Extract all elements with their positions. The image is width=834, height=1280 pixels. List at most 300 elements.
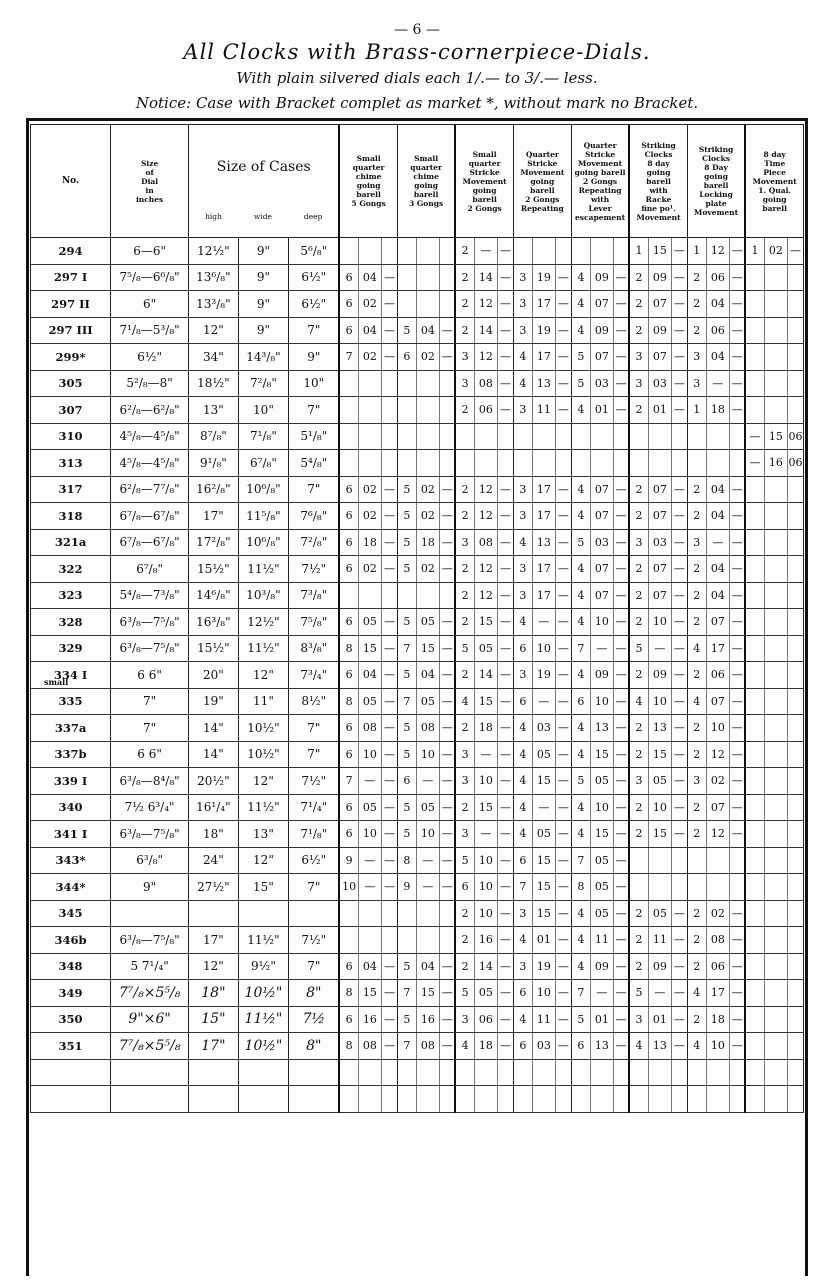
- blank-cell: [358, 1086, 381, 1113]
- dial-cell: 7⁷/₈×5⁵/₈: [111, 980, 189, 1007]
- price-7-cell: 2: [687, 741, 706, 768]
- wide-cell: 11½": [238, 927, 289, 954]
- price-6-cell: —: [671, 238, 687, 265]
- price-2-cell: 7: [397, 688, 416, 715]
- blank-cell: [556, 1086, 572, 1113]
- table-row: [31, 423, 804, 450]
- wide-cell: 12": [238, 662, 289, 689]
- price-5-cell: 5: [571, 1006, 590, 1033]
- price-1-cell: —: [382, 291, 398, 318]
- wide-cell: [238, 900, 289, 927]
- price-5-cell: 4: [571, 317, 590, 344]
- price-8-cell: [787, 715, 803, 742]
- table-row: [31, 370, 804, 397]
- price-4-cell: 19: [532, 662, 555, 689]
- price-2-cell: 7: [397, 635, 416, 662]
- header-col5-line: going barell: [574, 167, 626, 177]
- price-1-cell: [358, 370, 381, 397]
- price-8-cell: [745, 370, 764, 397]
- price-6-cell: 09: [648, 953, 671, 980]
- price-7-cell: 06: [706, 662, 729, 689]
- high-cell: 24": [189, 847, 239, 874]
- price-8-cell: [787, 953, 803, 980]
- high-cell: [189, 900, 239, 927]
- price-2-cell: 5: [397, 556, 416, 583]
- header-col5-line: Stricke: [584, 149, 616, 159]
- price-6-cell: 2: [629, 503, 648, 530]
- wide-cell: 10⁶/₈": [238, 529, 289, 556]
- price-6-cell: 15: [648, 238, 671, 265]
- price-5-cell: 03: [590, 370, 613, 397]
- subtitle: With plain silvered dials each 1/.— to 3/.— less.: [236, 69, 598, 87]
- header-col6-line: with: [649, 185, 668, 195]
- price-2-cell: —: [440, 344, 456, 371]
- price-1-cell: [358, 238, 381, 265]
- table-row: [31, 450, 804, 477]
- price-8-cell: [787, 1033, 803, 1060]
- price-5-cell: 5: [571, 344, 590, 371]
- price-7-cell: —: [729, 370, 745, 397]
- wide-cell: 10½": [238, 1033, 289, 1060]
- price-6-cell: [648, 450, 671, 477]
- price-4-cell: 4: [513, 1006, 532, 1033]
- price-1-cell: —: [358, 874, 381, 901]
- price-6-cell: 3: [629, 768, 648, 795]
- price-1-cell: [339, 450, 358, 477]
- deep-cell: 7": [289, 715, 340, 742]
- price-4-cell: —: [556, 317, 572, 344]
- wide-cell: 10³/₈": [238, 582, 289, 609]
- price-7-cell: [706, 874, 729, 901]
- price-4-cell: 3: [513, 264, 532, 291]
- dial-cell: 6³/₈—7⁵/₈": [111, 635, 189, 662]
- price-4-cell: 4: [513, 715, 532, 742]
- price-2-cell: 16: [416, 1006, 439, 1033]
- blank-cell: [671, 1086, 687, 1113]
- price-4-cell: 15: [532, 847, 555, 874]
- price-7-cell: 10: [706, 715, 729, 742]
- high-cell: 16³/₈": [189, 609, 239, 636]
- price-1-cell: [382, 450, 398, 477]
- price-5-cell: —: [613, 741, 629, 768]
- price-2-cell: [440, 423, 456, 450]
- table-row: [31, 662, 804, 689]
- blank-cell: [31, 1086, 111, 1113]
- deep-cell: 6½": [289, 264, 340, 291]
- price-2-cell: [416, 264, 439, 291]
- price-8-cell: [745, 847, 764, 874]
- deep-cell: 9": [289, 344, 340, 371]
- price-3-cell: —: [498, 662, 514, 689]
- price-6-cell: 03: [648, 370, 671, 397]
- price-4-cell: 05: [532, 741, 555, 768]
- header-col6-line: Clocks: [644, 149, 673, 159]
- price-7-cell: 10: [706, 1033, 729, 1060]
- price-2-cell: 05: [416, 688, 439, 715]
- price-7-cell: [729, 423, 745, 450]
- price-1-cell: 6: [339, 529, 358, 556]
- price-4-cell: 3: [513, 291, 532, 318]
- price-4-cell: 4: [513, 741, 532, 768]
- no-cell: 318: [31, 503, 111, 530]
- header-col8-line: 1. Qual.: [758, 185, 792, 195]
- price-1-cell: 02: [358, 503, 381, 530]
- price-6-cell: 2: [629, 794, 648, 821]
- price-4-cell: —: [556, 556, 572, 583]
- blank-cell: [729, 1086, 745, 1113]
- price-4-cell: 4: [513, 927, 532, 954]
- deep-cell: 7½": [289, 768, 340, 795]
- blank-cell: [532, 1086, 555, 1113]
- price-1-cell: 7: [339, 344, 358, 371]
- high-cell: 14": [189, 741, 239, 768]
- no-cell: 299*: [31, 344, 111, 371]
- price-6-cell: 2: [629, 317, 648, 344]
- table-row: [31, 317, 804, 344]
- price-3-cell: 15: [474, 609, 497, 636]
- price-6-cell: [629, 847, 648, 874]
- deep-cell: 8³/₈": [289, 635, 340, 662]
- price-2-cell: [397, 927, 416, 954]
- price-7-cell: 2: [687, 953, 706, 980]
- price-4-cell: —: [556, 1006, 572, 1033]
- price-3-cell: —: [498, 900, 514, 927]
- blank-cell: [498, 1059, 514, 1086]
- small-label: small: [44, 677, 69, 687]
- price-1-cell: [339, 238, 358, 265]
- price-4-cell: 3: [513, 503, 532, 530]
- price-5-cell: —: [613, 980, 629, 1007]
- page-title: All Clocks with Brass-cornerpiece-Dials.: [183, 40, 651, 64]
- price-4-cell: 4: [513, 609, 532, 636]
- price-3-cell: 2: [455, 927, 474, 954]
- price-3-cell: —: [498, 556, 514, 583]
- price-4-cell: —: [556, 874, 572, 901]
- price-8-cell: [745, 476, 764, 503]
- header-col2-line: chime: [413, 172, 439, 181]
- no-cell: 340: [31, 794, 111, 821]
- wide-cell: 11½": [238, 1006, 289, 1033]
- price-3-cell: 2: [455, 476, 474, 503]
- blank-cell: [238, 1086, 289, 1113]
- price-8-cell: [745, 953, 764, 980]
- price-3-cell: 2: [455, 503, 474, 530]
- header-col2: [397, 125, 455, 238]
- dial-cell: 6⁷/₈": [111, 556, 189, 583]
- blank-cell: [289, 1086, 340, 1113]
- price-2-cell: —: [440, 556, 456, 583]
- header-col3-line: 2 Gongs: [467, 203, 502, 213]
- price-5-cell: 05: [590, 847, 613, 874]
- price-5-cell: 7: [571, 980, 590, 1007]
- price-8-cell: [787, 980, 803, 1007]
- price-5-cell: 05: [590, 768, 613, 795]
- price-7-cell: —: [729, 688, 745, 715]
- price-5-cell: 09: [590, 264, 613, 291]
- price-7-cell: —: [729, 503, 745, 530]
- price-3-cell: 18: [474, 1033, 497, 1060]
- price-5-cell: —: [613, 317, 629, 344]
- price-6-cell: 10: [648, 688, 671, 715]
- price-2-cell: —: [440, 609, 456, 636]
- price-7-cell: —: [729, 397, 745, 424]
- high-cell: 20½": [189, 768, 239, 795]
- deep-cell: 6½": [289, 847, 340, 874]
- header-row: [31, 125, 804, 238]
- blank-cell: [764, 1086, 787, 1113]
- price-1-cell: —: [382, 821, 398, 848]
- price-1-cell: 10: [339, 874, 358, 901]
- price-8-cell: [745, 264, 764, 291]
- no-cell: 349: [31, 980, 111, 1007]
- blank-cell: [31, 1059, 111, 1086]
- high-cell: 15": [189, 1006, 239, 1033]
- price-8-cell: 02: [764, 238, 787, 265]
- price-8-cell: [745, 741, 764, 768]
- header-wide: wide: [253, 212, 272, 221]
- price-6-cell: 05: [648, 768, 671, 795]
- price-2-cell: —: [416, 847, 439, 874]
- price-8-cell: [764, 874, 787, 901]
- price-4-cell: [532, 238, 555, 265]
- dial-cell: 9"×6": [111, 1006, 189, 1033]
- price-5-cell: [590, 238, 613, 265]
- price-8-cell: [764, 900, 787, 927]
- price-3-cell: —: [498, 1033, 514, 1060]
- header-dial-l1: Size: [140, 158, 159, 168]
- price-1-cell: —: [358, 768, 381, 795]
- price-2-cell: [416, 582, 439, 609]
- price-4-cell: 3: [513, 397, 532, 424]
- price-8-cell: [745, 291, 764, 318]
- no-cell: 350: [31, 1006, 111, 1033]
- table-row: [31, 900, 804, 927]
- header-col4-line: going: [530, 176, 555, 186]
- deep-cell: 5¹/₈": [289, 423, 340, 450]
- high-cell: 19": [189, 688, 239, 715]
- price-2-cell: —: [440, 741, 456, 768]
- price-7-cell: [729, 450, 745, 477]
- header-col7-line: barell: [703, 181, 729, 190]
- price-6-cell: 5: [629, 635, 648, 662]
- price-2-cell: [416, 900, 439, 927]
- header-col2-line: 3 Gongs: [409, 199, 444, 208]
- price-1-cell: —: [382, 847, 398, 874]
- no-cell: 351: [31, 1033, 111, 1060]
- blank-cell: [571, 1086, 590, 1113]
- price-4-cell: 6: [513, 635, 532, 662]
- header-col1-line: 5 Gongs: [351, 199, 386, 208]
- price-7-cell: —: [729, 768, 745, 795]
- deep-cell: 5⁶/₈": [289, 238, 340, 265]
- price-4-cell: 10: [532, 635, 555, 662]
- header-cases: [189, 125, 340, 238]
- price-3-cell: 3: [455, 344, 474, 371]
- price-1-cell: 6: [339, 821, 358, 848]
- price-5-cell: —: [613, 370, 629, 397]
- price-3-cell: —: [498, 397, 514, 424]
- price-7-cell: —: [706, 529, 729, 556]
- deep-cell: 7": [289, 874, 340, 901]
- price-1-cell: —: [382, 953, 398, 980]
- price-7-cell: [687, 874, 706, 901]
- price-8-cell: [745, 317, 764, 344]
- price-3-cell: 2: [455, 556, 474, 583]
- price-8-cell: [787, 662, 803, 689]
- price-4-cell: —: [532, 688, 555, 715]
- price-5-cell: 6: [571, 688, 590, 715]
- price-3-cell: 14: [474, 264, 497, 291]
- price-1-cell: —: [382, 317, 398, 344]
- price-4-cell: 11: [532, 397, 555, 424]
- price-8-cell: [745, 768, 764, 795]
- deep-cell: 7⁶/₈": [289, 503, 340, 530]
- price-8-cell: [745, 556, 764, 583]
- no-cell: 339 I: [31, 768, 111, 795]
- price-1-cell: [382, 370, 398, 397]
- dial-cell: 5²/₈—8": [111, 370, 189, 397]
- blank-row: [31, 1086, 804, 1113]
- price-5-cell: —: [613, 529, 629, 556]
- price-1-cell: 02: [358, 556, 381, 583]
- price-4-cell: 11: [532, 1006, 555, 1033]
- price-2-cell: 10: [416, 741, 439, 768]
- price-5-cell: 4: [571, 291, 590, 318]
- table-row: [31, 821, 804, 848]
- price-6-cell: 5: [629, 980, 648, 1007]
- price-3-cell: 10: [474, 900, 497, 927]
- price-5-cell: 4: [571, 503, 590, 530]
- price-5-cell: 5: [571, 768, 590, 795]
- price-5-cell: 4: [571, 476, 590, 503]
- price-3-cell: 15: [474, 688, 497, 715]
- price-5-cell: [590, 423, 613, 450]
- price-3-cell: 10: [474, 847, 497, 874]
- price-2-cell: —: [440, 317, 456, 344]
- header-col4: [513, 125, 571, 238]
- price-6-cell: 3: [629, 370, 648, 397]
- price-6-cell: 09: [648, 264, 671, 291]
- header-col8-line: 8 day: [763, 149, 786, 159]
- header-col2-line: going: [414, 181, 438, 190]
- price-7-cell: 07: [706, 794, 729, 821]
- price-5-cell: [571, 450, 590, 477]
- price-3-cell: 2: [455, 397, 474, 424]
- high-cell: 17": [189, 927, 239, 954]
- price-1-cell: 08: [358, 1033, 381, 1060]
- price-5-cell: 4: [571, 397, 590, 424]
- header-col3-line: Stricke: [469, 167, 500, 177]
- price-4-cell: 01: [532, 927, 555, 954]
- price-5-cell: 4: [571, 582, 590, 609]
- price-6-cell: —: [671, 900, 687, 927]
- deep-cell: 8½": [289, 688, 340, 715]
- price-3-cell: 05: [474, 635, 497, 662]
- price-3-cell: —: [498, 1006, 514, 1033]
- price-4-cell: —: [532, 609, 555, 636]
- price-8-cell: [764, 927, 787, 954]
- price-7-cell: —: [729, 794, 745, 821]
- dial-cell: 6²/₈—6²/₈": [111, 397, 189, 424]
- price-6-cell: —: [671, 635, 687, 662]
- price-8-cell: [787, 397, 803, 424]
- price-3-cell: 2: [455, 238, 474, 265]
- price-2-cell: 05: [416, 794, 439, 821]
- price-5-cell: 5: [571, 529, 590, 556]
- blank-cell: [455, 1086, 474, 1113]
- price-7-cell: —: [729, 927, 745, 954]
- wide-cell: 9½": [238, 953, 289, 980]
- dial-cell: 6³/₈": [111, 847, 189, 874]
- price-7-cell: [706, 450, 729, 477]
- table-row: [31, 688, 804, 715]
- blank-cell: [189, 1086, 239, 1113]
- blank-cell: [238, 1059, 289, 1086]
- price-5-cell: —: [613, 688, 629, 715]
- high-cell: 13": [189, 397, 239, 424]
- price-5-cell: 4: [571, 741, 590, 768]
- price-7-cell: 2: [687, 503, 706, 530]
- price-6-cell: 07: [648, 344, 671, 371]
- price-5-cell: [571, 238, 590, 265]
- header-col7-line: Movement: [694, 208, 739, 217]
- price-1-cell: 7: [339, 768, 358, 795]
- price-3-cell: 08: [474, 529, 497, 556]
- price-7-cell: 4: [687, 1033, 706, 1060]
- price-8-cell: 06: [787, 450, 803, 477]
- price-6-cell: [629, 450, 648, 477]
- price-4-cell: [556, 450, 572, 477]
- blank-cell: [440, 1059, 456, 1086]
- price-7-cell: 17: [706, 980, 729, 1007]
- price-7-cell: 12: [706, 821, 729, 848]
- header-col6-line: barell: [646, 176, 671, 186]
- price-5-cell: 11: [590, 927, 613, 954]
- price-6-cell: —: [671, 344, 687, 371]
- price-3-cell: —: [498, 635, 514, 662]
- table-row: [31, 980, 804, 1007]
- header-dial-l3: Dial: [141, 176, 159, 186]
- price-4-cell: —: [556, 1033, 572, 1060]
- blank-cell: [787, 1059, 803, 1086]
- price-5-cell: 6: [571, 1033, 590, 1060]
- wide-cell: 12": [238, 768, 289, 795]
- price-8-cell: [787, 291, 803, 318]
- price-2-cell: —: [440, 847, 456, 874]
- price-7-cell: 07: [706, 688, 729, 715]
- dial-cell: 4⁵/₈—4⁵/₈": [111, 423, 189, 450]
- deep-cell: 10": [289, 370, 340, 397]
- price-8-cell: 16: [764, 450, 787, 477]
- price-3-cell: 2: [455, 662, 474, 689]
- price-1-cell: 6: [339, 794, 358, 821]
- price-1-cell: [382, 397, 398, 424]
- price-4-cell: —: [556, 715, 572, 742]
- blank-cell: [706, 1086, 729, 1113]
- price-4-cell: —: [532, 794, 555, 821]
- table-row: [31, 503, 804, 530]
- price-1-cell: 05: [358, 794, 381, 821]
- price-6-cell: 09: [648, 662, 671, 689]
- price-4-cell: —: [556, 635, 572, 662]
- wide-cell: 9": [238, 238, 289, 265]
- no-cell: 310: [31, 423, 111, 450]
- price-1-cell: 6: [339, 264, 358, 291]
- price-2-cell: —: [440, 635, 456, 662]
- price-6-cell: —: [671, 927, 687, 954]
- blank-cell: [440, 1086, 456, 1113]
- price-5-cell: [590, 450, 613, 477]
